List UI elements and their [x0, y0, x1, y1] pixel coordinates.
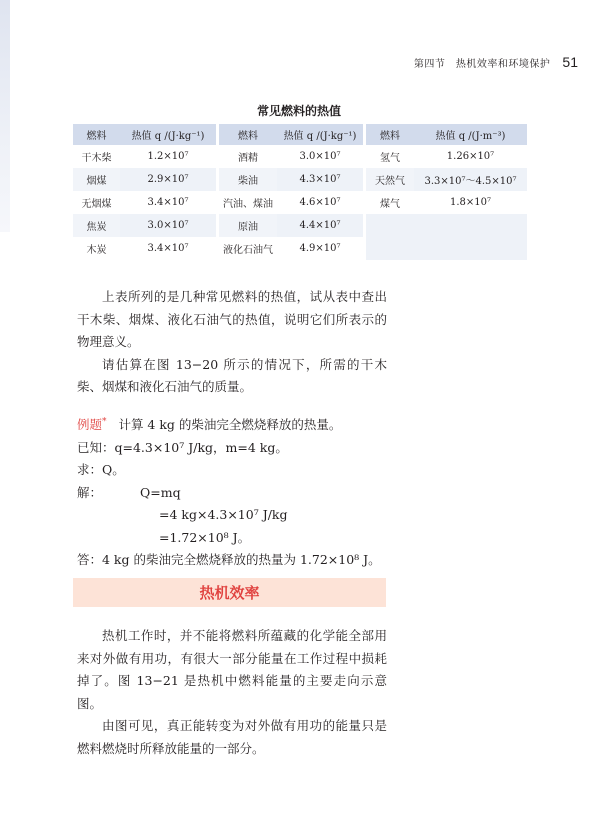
paragraph: 上表所列的是几种常见燃料的热值，试从表中查出干木柴、烟煤、液化石油气的热值，说明它们所表示的物理意义。 [77, 289, 387, 349]
table-cell-empty [366, 214, 414, 237]
table-cell: 原油 [219, 214, 277, 237]
table-cell: 烟煤 [73, 168, 120, 191]
table-cell: 4.3×10⁷ [277, 168, 363, 191]
table-cell: 柴油 [219, 168, 277, 191]
example-solve-label: 解： [77, 484, 103, 500]
table-cell: 4.9×10⁷ [277, 237, 363, 260]
table-cell: 1.8×10⁷ [414, 191, 527, 214]
table-cell: 氢气 [366, 145, 414, 168]
table-row [73, 145, 527, 168]
example-find: 求：Q。 [77, 462, 125, 478]
table-cell: 液化石油气 [219, 237, 277, 260]
table-row [73, 168, 527, 191]
example-step: Q=mq [140, 484, 181, 500]
table-cell: 4.4×10⁷ [277, 214, 363, 237]
table-row [73, 191, 527, 214]
example-known: 已知：q=4.3×10⁷ J/kg，m=4 kg。 [77, 439, 288, 455]
running-header [414, 54, 578, 70]
table-cell-empty [366, 237, 414, 260]
table-header-cell: 热值 q /(J·kg⁻¹) [277, 124, 363, 145]
table-header-cell: 燃料 [219, 124, 277, 145]
body-section-2 [77, 625, 387, 760]
table-cell: 4.6×10⁷ [277, 191, 363, 214]
table-cell: 焦炭 [73, 214, 120, 237]
table-cell: 汽油、煤油 [219, 191, 277, 214]
table-cell: 2.9×10⁷ [120, 168, 216, 191]
example-solution-line [77, 482, 407, 505]
table-header-cell: 燃料 [366, 124, 414, 145]
table-cell-empty [414, 214, 527, 237]
table-cell: 木炭 [73, 237, 120, 260]
table-cell: 3.4×10⁷ [120, 191, 216, 214]
table-cell: 无烟煤 [73, 191, 120, 214]
fuel-heat-value-table [73, 124, 527, 260]
table-cell: 3.3×10⁷～4.5×10⁷ [414, 168, 527, 191]
table-header-cell: 热值 q /(J·kg⁻¹) [120, 124, 216, 145]
table-row [73, 237, 527, 260]
table-cell: 天然气 [366, 168, 414, 191]
paragraph: 由图可见，真正能转变为对外做有用功的能量只是燃料燃烧时所释放能量的一部分。 [77, 718, 387, 756]
page-number: 51 [562, 54, 578, 70]
example-step: =4 kg×4.3×10⁷ J/kg [159, 507, 288, 523]
example-question: 计算 4 kg 的柴油完全燃烧释放的热量。 [118, 417, 342, 433]
table-cell: 3.0×10⁷ [120, 214, 216, 237]
example-star: * [102, 417, 107, 427]
table-cell: 3.4×10⁷ [120, 237, 216, 260]
table-cell: 干木柴 [73, 145, 120, 168]
table-header-cell: 燃料 [73, 124, 120, 145]
body-section-1 [77, 286, 387, 399]
table-row [73, 214, 527, 237]
table-cell: 酒精 [219, 145, 277, 168]
section-title: 第四节 热机效率和环境保护 [413, 59, 551, 70]
example-label: 例题 [77, 418, 103, 433]
paragraph: 请估算在图 13−20 所示的情况下，所需的干木柴、烟煤和液化石油气的质量。 [77, 356, 387, 394]
example-question-line [77, 411, 407, 437]
table-cell: 煤气 [366, 191, 414, 214]
paragraph: 热机工作时，并不能将燃料所蕴藏的化学能全部用来对外做有用功，有很大一部分能量在工作过程中损耗掉了。图 13−21 是热机中燃料能量的主要走向示意图。 [77, 628, 387, 711]
table-title: 常见燃料的热值 [256, 104, 341, 118]
example-step: =1.72×10⁸ J。 [159, 529, 251, 545]
section-banner [73, 578, 386, 607]
table-header-row [73, 124, 527, 145]
table-header-cell: 热值 q /(J·m⁻³) [414, 124, 527, 145]
section-heading: 热机效率 [199, 585, 260, 602]
example-answer: 答：4 kg 的柴油完全燃烧释放的热量为 1.72×10⁸ J。 [77, 552, 381, 568]
table-cell: 1.2×10⁷ [120, 145, 216, 168]
table-cell: 3.0×10⁷ [277, 145, 363, 168]
table-cell: 1.26×10⁷ [414, 145, 527, 168]
table-cell-empty [414, 237, 527, 260]
worked-example [77, 411, 407, 572]
